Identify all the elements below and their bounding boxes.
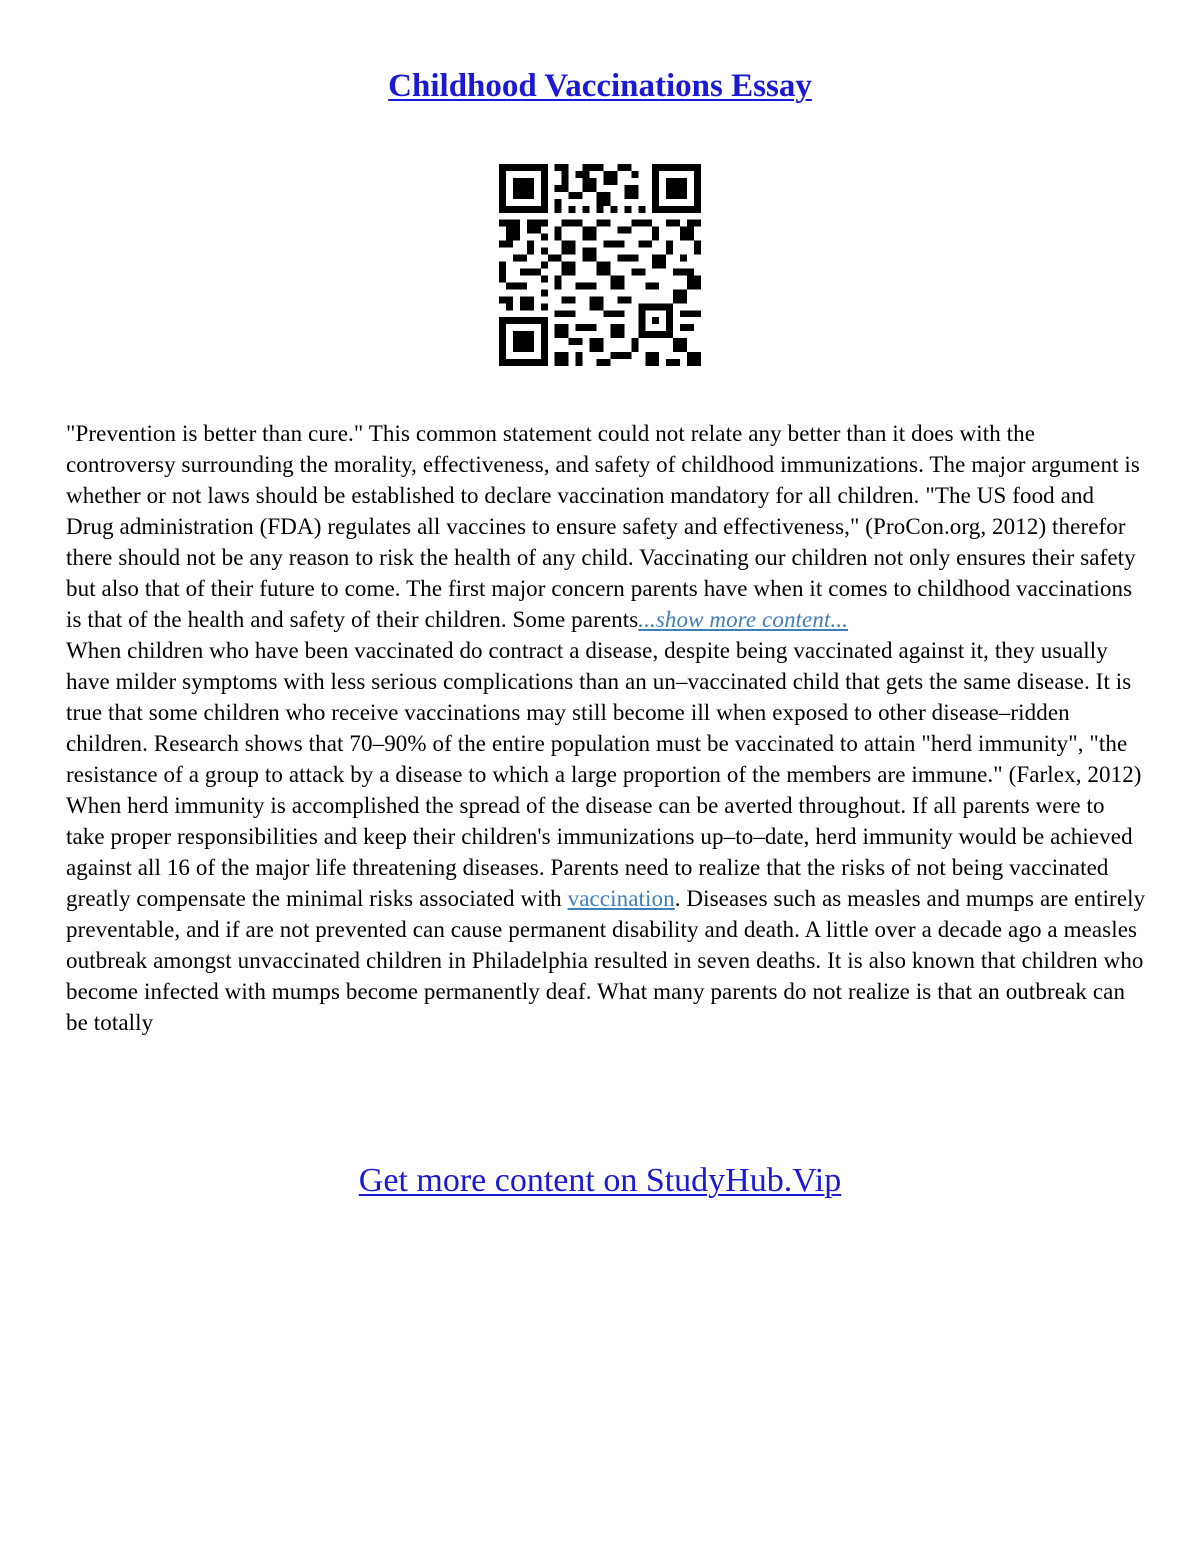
- vaccination-link[interactable]: vaccination: [567, 886, 675, 911]
- footer-studyhub-link[interactable]: Get more content on StudyHub.Vip: [358, 1162, 842, 1199]
- essay-body: [66, 418, 1146, 1038]
- paragraph-2-text-b: . Diseases such as measles and mumps are entirely preventable, and if are not prevented can cause permanent disability and death. A little over a decade ago a measles outbreak amongst unvaccinated children in Philadelphia resulted in seven deaths. It is also known that children who become infected with mumps become permanently deaf. What many parents do not realize is that an outbreak can be totally: [66, 886, 1146, 1035]
- paragraph-1-text: "Prevention is better than cure." This common statement could not relate any better than it does with the controversy surrounding the morality, effectiveness, and safety of childhood immunizations. The major argument is whether or not laws should be established to declare vaccination mandatory for all children. "The US food and Drug administration (FDA) regulates all vaccines to ensure safety and effectiveness," (ProCon.org, 2012) therefor there should not be any reason to risk the health of any child. Vaccinating our children not only ensures their safety but also that of their future to come. The first major concern parents have when it comes to childhood vaccinations is that of the health and safety of their children. Some parents: [66, 421, 1140, 632]
- footer-container: [0, 1158, 1200, 1204]
- essay-paragraph-2: [66, 635, 1146, 1038]
- qr-code-icon: [499, 164, 701, 366]
- paragraph-2-text-a: When children who have been vaccinated do contract a disease, despite being vaccinated against it, they usually have milder symptoms with less serious complications than an un–vaccinated child that gets the same disease. It is true that some children who receive vaccinations may still become ill when exposed to other disease–ridden children. Research shows that 70–90% of the entire population must be vaccinated to attain "herd immunity", "the resistance of a group to attack by a disease to which a large proportion of the members are immune." (Farlex, 2012) When herd immunity is accomplished the spread of the disease can be averted throughout. If all parents were to take proper responsibilities and keep their children's immunizations up–to–date, herd immunity would be achieved against all 16 of the major life threatening diseases. Parents need to realize that the risks of not being vaccinated greatly compensate the minimal risks associated with: [66, 638, 1142, 911]
- document-title-link[interactable]: Childhood Vaccinations Essay: [388, 68, 812, 104]
- essay-paragraph-1: [66, 418, 1146, 635]
- document-title-container: [0, 64, 1200, 108]
- show-more-link[interactable]: ...show more content...: [638, 607, 848, 632]
